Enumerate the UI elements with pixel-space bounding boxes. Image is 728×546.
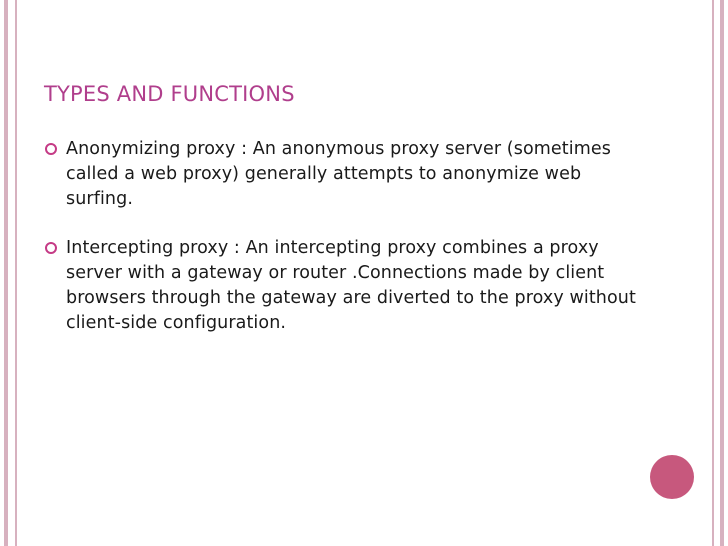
bullet-item-intercepting-proxy	[44, 236, 644, 336]
frame-right-outer-border	[720, 0, 724, 546]
bullet-text: Anonymizing proxy : An anonymous proxy server (sometimes called a web proxy) generally attempts to anonymize web surfing.	[66, 139, 611, 209]
frame-right-inner-border	[712, 0, 714, 546]
bullet-item-anonymizing-proxy	[44, 137, 644, 212]
bullet-text: Intercepting proxy : An intercepting proxy combines a proxy server with a gateway or router .Connections made by client browsers through the gateway are diverted to the proxy without client-side configuration.	[66, 238, 636, 333]
bullet-circle-icon	[45, 143, 57, 155]
frame-left-inner-border	[15, 0, 17, 546]
bullet-list	[44, 137, 644, 360]
decorative-circle	[650, 455, 694, 499]
slide-title: TYPES AND FUNCTIONS	[44, 82, 295, 106]
frame-left-outer-border	[4, 0, 8, 546]
bullet-circle-icon	[45, 242, 57, 254]
